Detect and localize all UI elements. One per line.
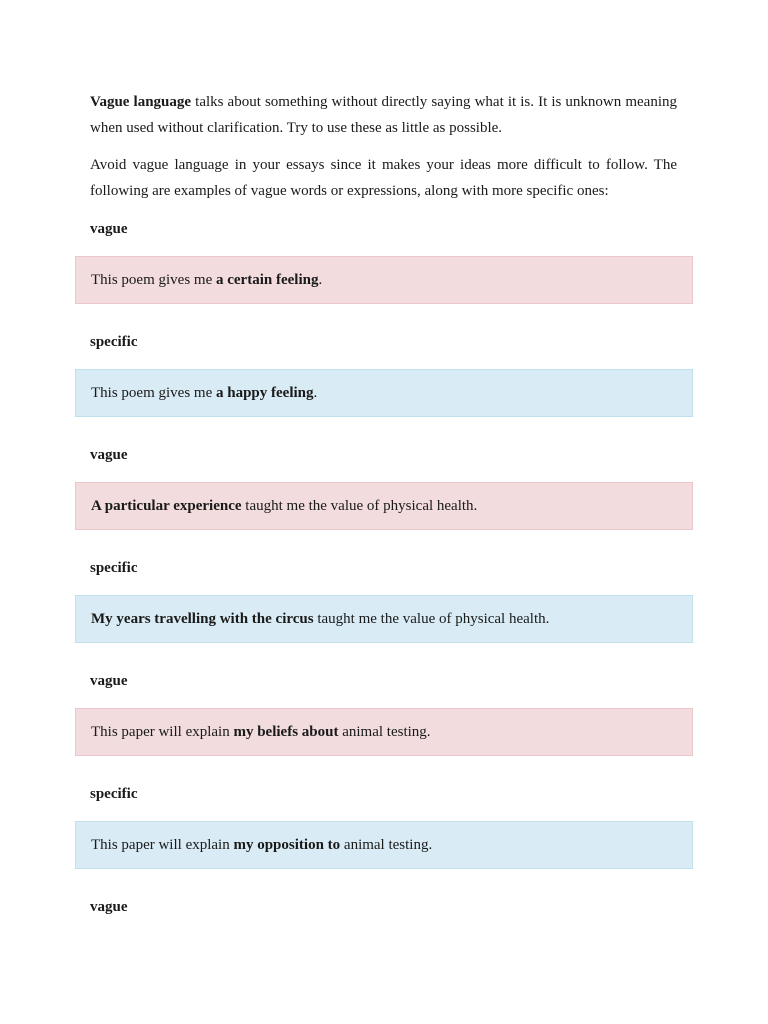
sentence-text: .: [318, 272, 323, 288]
specific-example-box: [75, 595, 693, 643]
example-sentence: [91, 609, 549, 629]
intro-paragraph-1: [90, 89, 677, 141]
sentence-text: animal testing.: [340, 837, 433, 853]
specific-example-box: [75, 821, 693, 869]
sentence-text: animal testing.: [338, 724, 431, 740]
example-sentence: [91, 383, 317, 403]
specific-example-box: [75, 369, 693, 417]
vague-example-box: [75, 256, 693, 304]
example-label-specific: specific: [90, 560, 138, 576]
sentence-text: This paper will explain: [91, 724, 234, 740]
example-label-specific: specific: [90, 334, 138, 350]
intro-paragraph-2: Avoid vague language in your essays since it makes your ideas more difficult to follow. The following are examples of vague words or expressions, along with more specific ones:: [90, 157, 677, 199]
sentence-emphasis: a happy feeling: [215, 385, 314, 401]
sentence-emphasis: a certain feeling: [215, 272, 319, 288]
sentence-text: taught me the value of physical health.: [313, 611, 550, 627]
example-sentence: [91, 722, 431, 742]
sentence-text: .: [313, 385, 318, 401]
intro-paragraph-1-text: talks about something without directly saying what it is. It is unknown meaning when used without clarification. Try to use these as little as possible.: [90, 94, 677, 136]
example-sentence: [91, 496, 477, 516]
sentence-text: This poem gives me: [91, 272, 216, 288]
example-label-vague: vague: [90, 899, 128, 915]
example-sentence: [91, 270, 322, 290]
sentence-text: This paper will explain: [91, 837, 234, 853]
sentence-text: This poem gives me: [91, 385, 216, 401]
example-label-vague: vague: [90, 221, 128, 237]
sentence-text: taught me the value of physical health.: [241, 498, 478, 514]
example-sentence: [91, 835, 432, 855]
example-label-vague: vague: [90, 673, 128, 689]
vague-example-box: [75, 482, 693, 530]
sentence-emphasis: my opposition to: [233, 837, 341, 853]
example-label-specific: specific: [90, 786, 138, 802]
vague-example-box: [75, 708, 693, 756]
sentence-emphasis: My years travelling with the circus: [91, 611, 314, 627]
example-label-vague: vague: [90, 447, 128, 463]
term-vague-language: Vague language: [90, 94, 192, 110]
sentence-emphasis: A particular experience: [91, 498, 242, 514]
sentence-emphasis: my beliefs about: [233, 724, 339, 740]
